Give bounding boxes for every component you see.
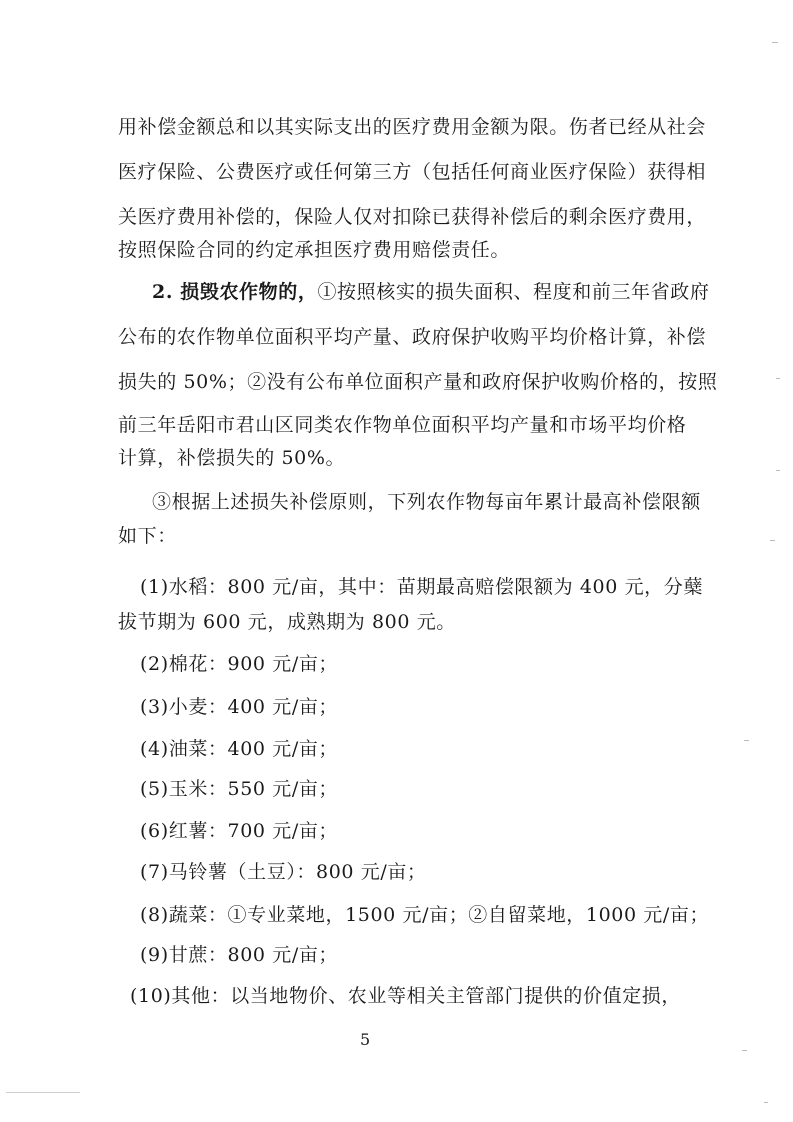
crop-item: (3)小麦：400 元/亩； <box>140 696 339 718</box>
text-line: 计算，补偿损失的 50%。 <box>118 447 346 469</box>
text-line: 损失的 50%；②没有公布单位面积产量和政府保护收购价格的，按照 <box>118 371 718 393</box>
scan-speck <box>776 470 780 471</box>
section-heading: 2. 损毁农作物的， <box>152 281 318 303</box>
scan-speck <box>744 740 749 741</box>
scan-footer-mark <box>6 1092 80 1093</box>
text-line: 按照保险合同的约定承担医疗费用赔偿责任。 <box>118 239 511 261</box>
page-number: 5 <box>360 1030 371 1049</box>
scan-speck <box>742 1050 747 1051</box>
text-line: 前三年岳阳市君山区同类农作物单位面积平均产量和市场平均价格 <box>118 414 687 436</box>
text-line: 医疗保险、公费医疗或任何第三方（包括任何商业医疗保险）获得相 <box>118 161 707 183</box>
text-line: 用补偿金额总和以其实际支出的医疗费用金额为限。伤者已经从社会 <box>118 116 707 138</box>
crop-item: (8)蔬菜：①专业菜地，1500 元/亩；②自留菜地，1000 元/亩； <box>140 904 710 926</box>
text-line: 关医疗费用补偿的，保险人仅对扣除已获得补偿后的剩余医疗费用， <box>118 206 707 228</box>
scan-speck <box>776 378 780 379</box>
section-heading-line <box>152 280 709 304</box>
crop-item: (10)其他：以当地物价、农业等相关主管部门提供的价值定损， <box>130 985 682 1007</box>
crop-item: (7)马铃薯（土豆）：800 元/亩； <box>140 861 427 883</box>
section-heading-rest: ①按照核实的损失面积、程度和前三年省政府 <box>317 281 710 303</box>
crop-item: (5)玉米：550 元/亩； <box>140 778 339 800</box>
scan-speck <box>772 42 778 43</box>
crop-item: (9)甘蔗：800 元/亩； <box>140 944 339 966</box>
crop-item: (2)棉花：900 元/亩； <box>140 653 339 675</box>
scan-speck <box>770 540 775 541</box>
crop-item: (1)水稻：800 元/亩，其中：苗期最高赔偿限额为 400 元，分蘖 <box>140 576 703 598</box>
crop-item: (6)红薯：700 元/亩； <box>140 820 339 842</box>
scan-speck <box>764 1102 768 1103</box>
crop-item: 拔节期为 600 元，成熟期为 800 元。 <box>118 611 456 633</box>
text-line: ③根据上述损失补偿原则，下列农作物每亩年累计最高补偿限额 <box>152 491 701 513</box>
text-line: 如下： <box>118 525 177 547</box>
text-line: 公布的农作物单位面积平均产量、政府保护收购平均价格计算，补偿 <box>118 326 707 348</box>
crop-item: (4)油菜：400 元/亩； <box>140 738 339 760</box>
